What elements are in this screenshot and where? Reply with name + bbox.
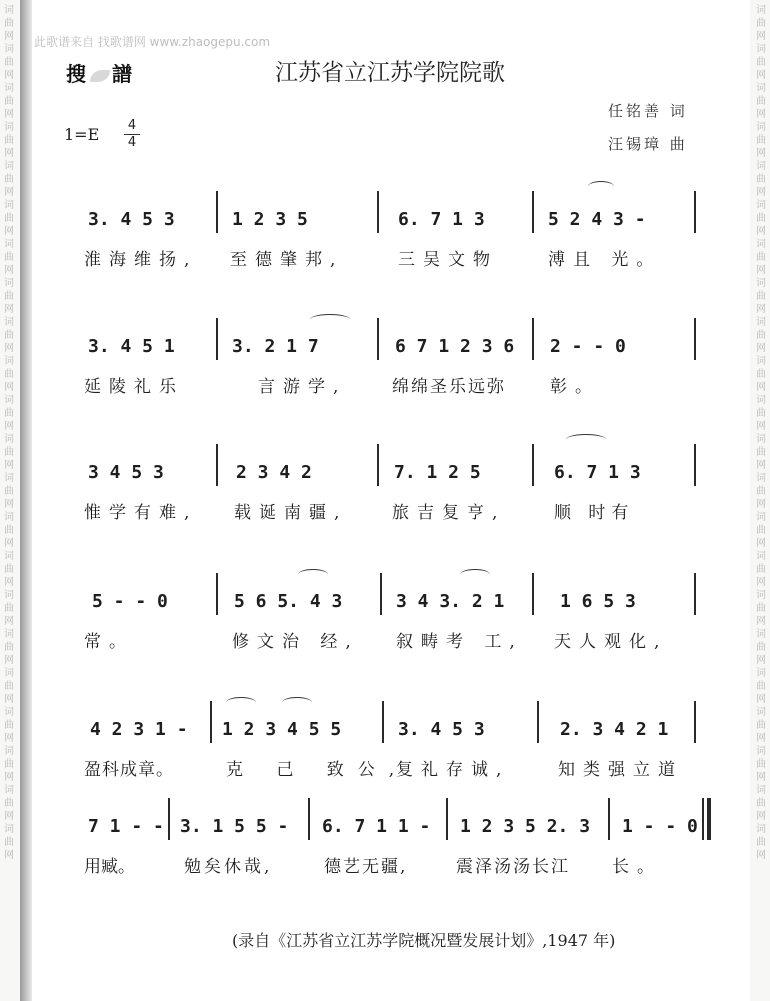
barline (168, 798, 170, 840)
lyrics-line-2 (0, 372, 770, 402)
notes-line-2 (0, 332, 770, 366)
notes-line-5 (0, 715, 770, 749)
measure: 3. 4 5 3 (88, 209, 175, 230)
time-signature (124, 119, 140, 150)
lyric: 溥且 光。 (548, 250, 662, 270)
measure: 1 6 5 3 (560, 591, 636, 612)
notes-line-6 (0, 812, 770, 846)
barline (694, 444, 696, 486)
composer-credit: 汪锡璋 曲 (608, 135, 688, 153)
lyrics-line-5 (0, 755, 770, 785)
final-barline (702, 798, 711, 840)
measure: 5 - - 0 (92, 591, 168, 612)
lyric: 用臧。 (84, 857, 135, 877)
source-note: (录自《江苏省立江苏学院概况暨发展计划》,1947 年) (232, 931, 616, 950)
measure: 3. 4 5 1 (88, 336, 175, 357)
lyric: 盈科成章。 (84, 760, 174, 780)
measure: 2. 3 4 2 1 (560, 719, 669, 740)
song-title: 江苏省立江苏学院院歌 (275, 60, 505, 86)
measure: 2 3 4 2 (236, 462, 312, 483)
measure: 2 - - 0 (550, 336, 626, 357)
watermark-text-left: 词曲网词曲网词曲网词曲网词曲网词曲网词曲网词曲网词曲网词曲网词曲网词曲网词曲网词曲网词曲网词曲网词曲网词曲网词曲网词曲网词曲网词曲网 (4, 5, 14, 861)
measure: 7 1 - - (88, 816, 164, 837)
lyric: 淮海维扬, (84, 250, 198, 270)
measure: 3 4 5 3 (88, 462, 164, 483)
lyric: 绵绵圣乐远弥 (392, 377, 506, 397)
measure: 7. 1 2 5 (394, 462, 481, 483)
barline (537, 701, 539, 743)
score-line-2 (0, 332, 770, 422)
lyric: 克 己 致公, (226, 760, 409, 780)
barline (377, 318, 379, 360)
score-line-5 (0, 715, 770, 805)
lyrics-line-6 (0, 852, 770, 882)
barline (446, 798, 448, 840)
lyrics-line-1 (0, 245, 770, 275)
barline (694, 318, 696, 360)
lyrics-line-3 (0, 498, 770, 528)
barline (532, 191, 534, 233)
barline (308, 798, 310, 840)
logo (66, 58, 158, 84)
barline (694, 573, 696, 615)
barline (694, 701, 696, 743)
logo-right-char: 譜 (112, 62, 134, 86)
barline (216, 444, 218, 486)
measure: 6 7 1 2 3 6 (395, 336, 515, 357)
slur (566, 434, 606, 445)
slur (310, 314, 350, 325)
lyric: 长。 (612, 857, 662, 877)
lyrics-line-4 (0, 627, 770, 657)
lyric: 三吴文物 (398, 250, 498, 270)
barline (216, 573, 218, 615)
measure: 1 2 3 5 2. 3 (460, 816, 591, 837)
lyric: 德艺无疆, (324, 857, 408, 877)
lyric: 至德肇邦, (230, 250, 344, 270)
lyric: 知类强立道 (558, 760, 683, 780)
barline (382, 701, 384, 743)
lyric: 修文治 经, (232, 632, 359, 652)
lyric: 震泽汤汤长江 (456, 857, 570, 877)
lyricist-credit: 任铭善 词 (608, 102, 688, 120)
lyric: 延陵礼乐 (84, 377, 184, 397)
lyric: 惟学有难, (84, 503, 198, 523)
slur (460, 569, 490, 580)
barline (532, 573, 534, 615)
score-line-3 (0, 458, 770, 548)
slur (226, 697, 256, 708)
measure: 6. 7 1 1 - (322, 816, 431, 837)
barline (210, 701, 212, 743)
lyric: 彰。 (550, 377, 600, 397)
measure: 3. 4 5 3 (398, 719, 485, 740)
meter-top: 4 (127, 118, 137, 133)
barline (377, 191, 379, 233)
barline (377, 444, 379, 486)
slur (282, 697, 312, 708)
measure: 4 2 3 1 - (90, 719, 188, 740)
notes-line-4 (0, 587, 770, 621)
lyric: 勉矣休哉, (184, 857, 273, 877)
barline (608, 798, 610, 840)
logo-leaf-icon (90, 70, 110, 82)
barline (216, 191, 218, 233)
measure: 3. 1 5 5 - (180, 816, 289, 837)
score-line-1 (0, 205, 770, 295)
measure: 1 - - 0 (622, 816, 698, 837)
key-signature: 1=E (64, 125, 100, 144)
watermark-text-right: 词曲网词曲网词曲网词曲网词曲网词曲网词曲网词曲网词曲网词曲网词曲网词曲网词曲网词曲网词曲网词曲网词曲网词曲网词曲网词曲网词曲网词曲网 (756, 5, 766, 861)
lyric: 言游学, (258, 377, 347, 397)
lyric: 复礼存诚, (396, 760, 510, 780)
measure: 6. 7 1 3 (398, 209, 485, 230)
notes-line-1 (0, 205, 770, 239)
lyric: 叙畴考 工, (396, 632, 523, 652)
barline (694, 191, 696, 233)
lyric: 天人观化, (554, 632, 668, 652)
slur (298, 569, 328, 580)
measure: 1 2 3 5 (232, 209, 308, 230)
barline (532, 318, 534, 360)
measure: 3 4 3. 2 1 (396, 591, 505, 612)
measure: 5 6 5. 4 3 (234, 591, 343, 612)
lyric: 常。 (84, 632, 134, 652)
notes-line-3 (0, 458, 770, 492)
barline (532, 444, 534, 486)
lyric: 旅吉复亨, (392, 503, 506, 523)
measure: 3. 2 1 7 (232, 336, 319, 357)
measure: 5 2 4 3 - (548, 209, 646, 230)
logo-left-char: 搜 (66, 62, 88, 86)
score-line-4 (0, 587, 770, 677)
site-note: 此歌谱来自 找歌谱网 www.zhaogepu.com (34, 35, 271, 49)
slur (588, 181, 614, 192)
score-line-6 (0, 812, 770, 902)
barline (380, 573, 382, 615)
measure: 6. 7 1 3 (554, 462, 641, 483)
measure: 1 2 3 4 5 5 (222, 719, 342, 740)
lyric: 顺 时有 (554, 503, 635, 523)
barline (216, 318, 218, 360)
meter-bottom: 4 (127, 135, 137, 150)
lyric: 载诞南疆, (234, 503, 348, 523)
